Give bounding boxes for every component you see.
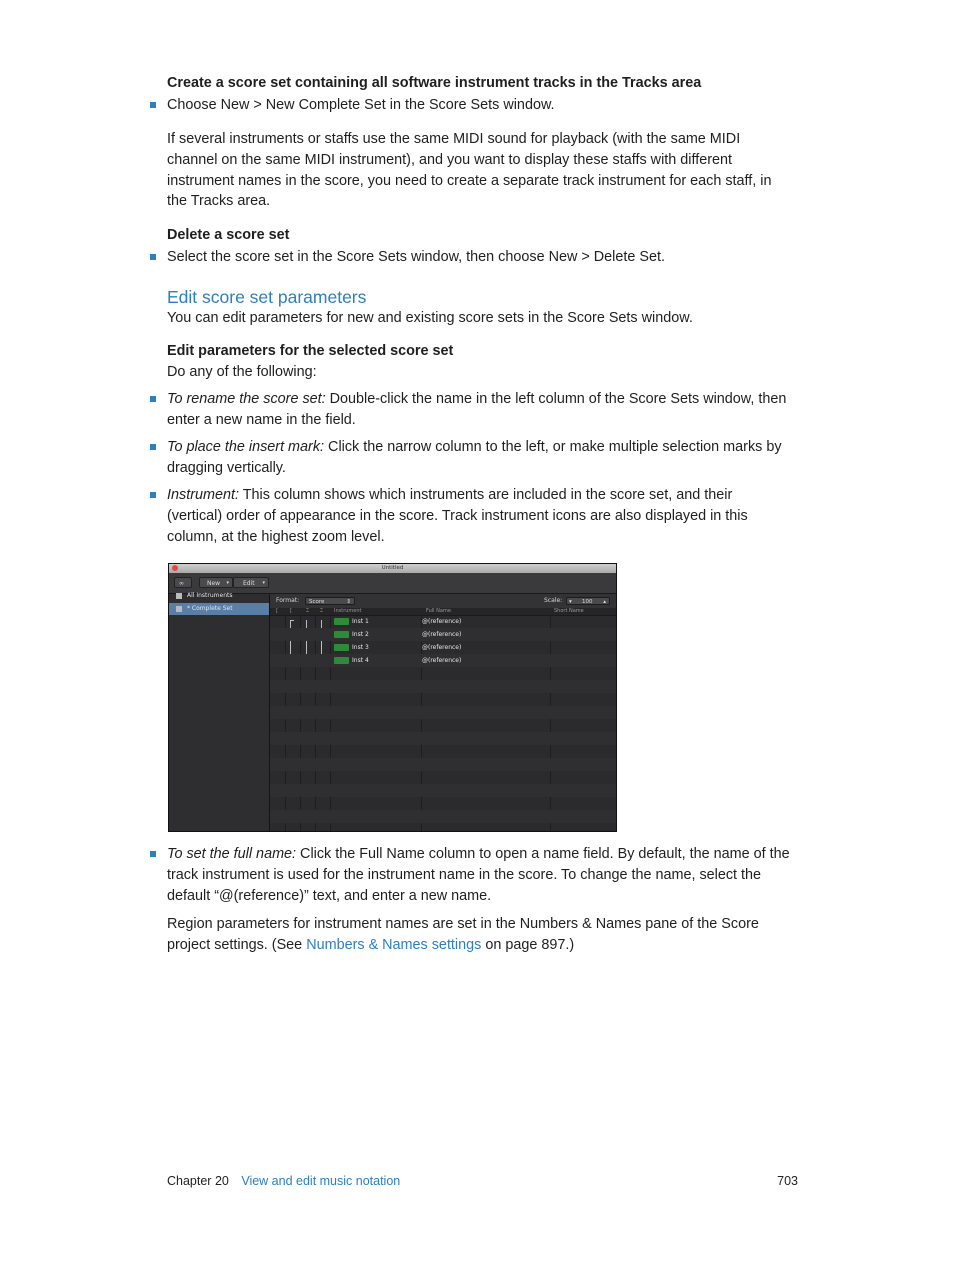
new-label: New xyxy=(207,580,221,587)
bullet-line: track instrument is used for the instrument name in the score. To change the name, select the xyxy=(167,866,762,883)
chevron-down-icon: ▾ xyxy=(226,580,229,586)
bullet-term: To set the full name: xyxy=(167,846,297,862)
bullet-line: dragging vertically. xyxy=(167,459,286,476)
empty-row xyxy=(270,732,616,745)
column-full-name[interactable]: Full Name xyxy=(426,608,451,614)
table-row[interactable] xyxy=(270,654,616,667)
empty-row xyxy=(270,667,616,680)
column-short-name[interactable]: Short Name xyxy=(554,608,584,614)
empty-row xyxy=(270,823,616,832)
empty-row xyxy=(270,745,616,758)
window-titlebar xyxy=(169,564,616,573)
sidebar-item-label: All Instruments xyxy=(187,592,233,599)
format-value: Score xyxy=(309,599,325,605)
paragraph-region-parameters xyxy=(167,914,759,956)
instrument-name: Inst 3 xyxy=(352,644,369,651)
bullet-rename xyxy=(167,389,786,431)
bullet-line: Click the Full Name column to open a name field. By default, the name of the xyxy=(296,846,790,862)
empty-row xyxy=(270,771,616,784)
full-name-cell[interactable]: @(reference) xyxy=(422,644,462,651)
decrease-icon[interactable]: ▾ xyxy=(569,599,572,605)
edit-menu-button[interactable] xyxy=(233,577,269,588)
bullet-square-icon xyxy=(150,102,156,108)
bullet-line: Double-click the name in the left column of the Score Sets window, then xyxy=(325,391,787,407)
footer-chapter-link[interactable]: View and edit music notation xyxy=(241,1174,401,1188)
page-number: 703 xyxy=(777,1174,798,1188)
paragraph-line: instrument names in the score, you need to create a separate track instrument for each staff, in xyxy=(167,172,772,189)
heading-delete-score-set: Delete a score set xyxy=(167,227,290,243)
section-title: Edit score set parameters xyxy=(167,287,367,307)
stepper-icon: ⇕ xyxy=(346,599,351,605)
bullet-square-icon xyxy=(150,254,156,260)
table-row[interactable] xyxy=(270,641,616,654)
table-row[interactable] xyxy=(270,615,616,628)
bullet-text: Select the score set in the Score Sets window, then choose New > Delete Set. xyxy=(167,249,665,265)
instrument-name: Inst 1 xyxy=(352,618,369,625)
lead-text: Do any of the following: xyxy=(167,364,317,380)
footer-chapter xyxy=(167,1173,400,1189)
scale-label: Scale: xyxy=(544,597,563,604)
score-set-icon xyxy=(176,606,182,612)
subheading-edit-parameters: Edit parameters for the selected score set xyxy=(167,343,454,359)
empty-row xyxy=(270,706,616,719)
bullet-instrument xyxy=(167,485,748,547)
format-label: Format: xyxy=(276,597,300,604)
chevron-down-icon: ▾ xyxy=(262,580,265,586)
empty-row xyxy=(270,784,616,797)
link-icon: ∞ xyxy=(179,580,184,587)
sidebar-item-label: * Complete Set xyxy=(187,605,233,612)
paragraph-staffs xyxy=(167,129,771,212)
empty-row xyxy=(270,797,616,810)
sidebar-item-complete-set[interactable] xyxy=(169,603,269,615)
bullet-line: Click the narrow column to the left, or make multiple selection marks by xyxy=(324,439,782,455)
sidebar-item-all-instruments[interactable] xyxy=(169,590,269,602)
bullet-square-icon xyxy=(150,492,156,498)
bullet-term: To place the insert mark: xyxy=(167,439,325,455)
increase-icon[interactable]: ▴ xyxy=(603,599,606,605)
paragraph-line: channel on the same MIDI instrument), and you want to display these staffs with different xyxy=(167,151,733,168)
empty-row xyxy=(270,758,616,771)
bullet-full-name xyxy=(167,844,790,906)
new-menu-button[interactable] xyxy=(199,577,233,588)
empty-row xyxy=(270,680,616,693)
score-sets-sidebar xyxy=(169,594,270,832)
bullet-line: column, at the highest zoom level. xyxy=(167,528,385,545)
bullet-square-icon xyxy=(150,396,156,402)
empty-row xyxy=(270,810,616,823)
bullet-term: Instrument: xyxy=(167,487,239,503)
bullet-line: (vertical) order of appearance in the score. Track instrument icons are also displayed in this xyxy=(167,507,748,524)
instrument-icon xyxy=(334,618,349,625)
window-title: Untitled xyxy=(381,565,404,571)
footer-chapter-number: Chapter 20 xyxy=(167,1174,229,1188)
brace-header[interactable]: ⌶ xyxy=(306,608,310,614)
bullet-text: Choose New > New Complete Set in the Score Sets window. xyxy=(167,97,555,113)
empty-row xyxy=(270,693,616,706)
instrument-name: Inst 2 xyxy=(352,631,369,638)
instrument-icon xyxy=(334,657,349,664)
brace-header[interactable]: ⌶ xyxy=(320,608,324,614)
bullet-line: enter a new name in the field. xyxy=(167,411,356,428)
paragraph-line: on page 897.) xyxy=(481,936,575,953)
paragraph-line: project settings. (See xyxy=(167,936,307,953)
full-name-cell[interactable]: @(reference) xyxy=(422,631,462,638)
column-instrument[interactable]: Instrument xyxy=(334,608,362,614)
paragraph-line: Region parameters for instrument names are set in the Numbers & Names pane of the Score xyxy=(167,916,759,932)
full-name-cell[interactable]: @(reference) xyxy=(422,657,462,664)
empty-row xyxy=(270,719,616,732)
bullet-term: To rename the score set: xyxy=(167,391,326,407)
bullet-insert-mark xyxy=(167,437,782,479)
edit-label: Edit xyxy=(243,580,255,587)
instrument-icon xyxy=(334,631,349,638)
full-name-cell[interactable]: @(reference) xyxy=(422,618,462,625)
format-select[interactable] xyxy=(305,597,355,605)
table-row[interactable] xyxy=(270,628,616,641)
heading-create-score-set: Create a score set containing all software instrument tracks in the Tracks area xyxy=(167,75,702,91)
numbers-names-settings-link[interactable]: Numbers & Names settings xyxy=(306,936,482,953)
paragraph-line: If several instruments or staffs use the same MIDI sound for playback (with the same MIDI xyxy=(167,131,741,147)
score-sets-window xyxy=(168,563,617,832)
bullet-line: default “@(reference)” text, and enter a new name. xyxy=(167,887,492,904)
scale-value: 100 xyxy=(582,599,593,605)
bullet-line: This column shows which instruments are included in the score set, and their xyxy=(238,487,733,503)
instrument-icon xyxy=(334,644,349,651)
instrument-name: Inst 4 xyxy=(352,657,369,664)
bracket-header[interactable]: [ xyxy=(290,608,292,614)
format-bar xyxy=(270,594,616,608)
scale-stepper[interactable] xyxy=(566,597,610,605)
score-set-editor xyxy=(270,594,616,831)
link-button[interactable] xyxy=(174,577,192,588)
paragraph-line: the Tracks area. xyxy=(167,193,271,210)
bullet-square-icon xyxy=(150,851,156,857)
insert-mark-header[interactable]: [ xyxy=(276,608,278,614)
instrument-list-icon xyxy=(176,593,182,599)
section-intro: You can edit parameters for new and existing score sets in the Score Sets window. xyxy=(167,310,693,326)
bullet-square-icon xyxy=(150,444,156,450)
